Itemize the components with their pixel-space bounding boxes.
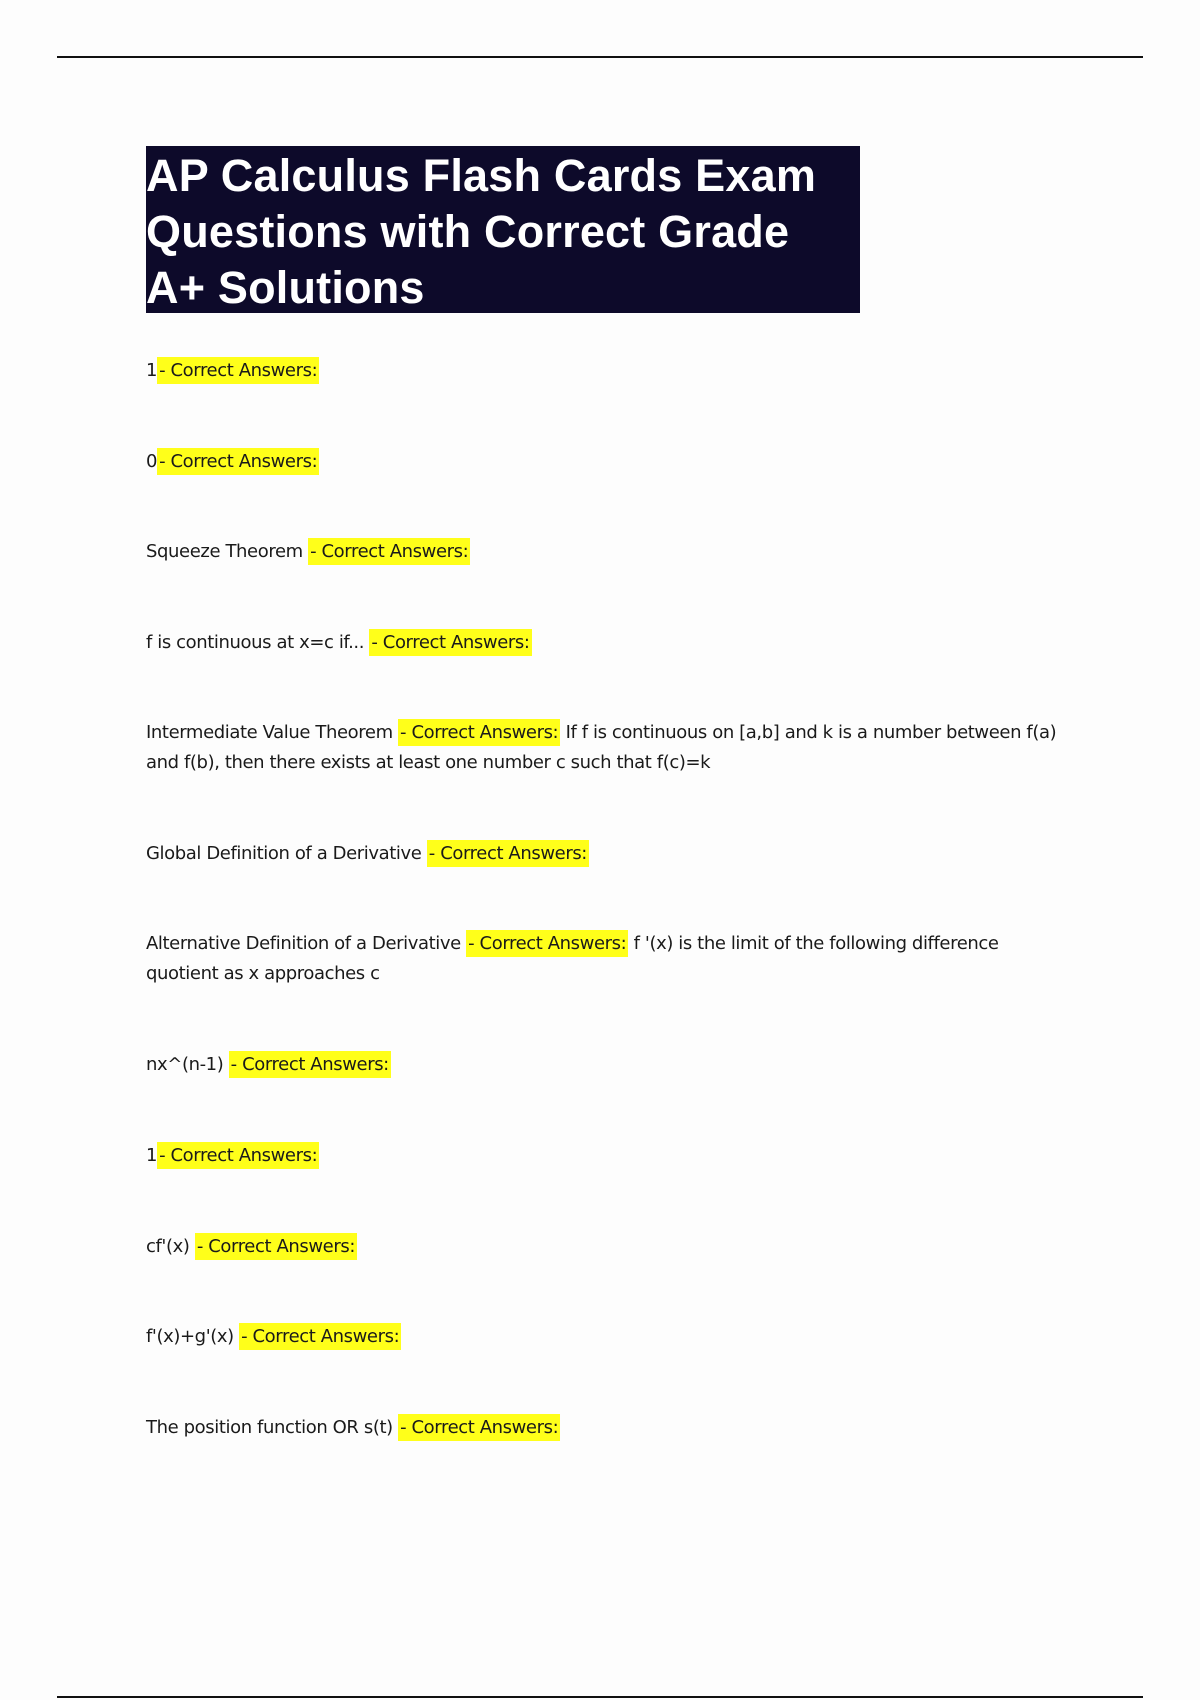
flashcard-answer: If f is continuous on [a,b] and k is a number between f(a) and f(b), then there exists at least one number c such that f(c)=k bbox=[146, 722, 1057, 773]
correct-answers-marker: - Correct Answers: bbox=[239, 1323, 401, 1350]
flashcard-term: The position function OR s(t) bbox=[146, 1417, 393, 1438]
correct-answers-marker: - Correct Answers: bbox=[157, 448, 319, 475]
flashcard-entry bbox=[146, 628, 1076, 658]
correct-answers-marker: - Correct Answers: bbox=[308, 538, 470, 565]
flashcard-term: 0 bbox=[146, 451, 158, 472]
flashcard-entry bbox=[146, 1141, 1076, 1171]
correct-answers-marker: - Correct Answers: bbox=[427, 840, 589, 867]
flashcard-term: Global Definition of a Derivative bbox=[146, 843, 422, 864]
flashcard-term: f is continuous at x=c if... bbox=[146, 632, 365, 653]
correct-answers-marker: - Correct Answers: bbox=[369, 629, 531, 656]
flashcard-entry bbox=[146, 929, 1076, 989]
document-title-line: AP Calculus Flash Cards Exam bbox=[146, 150, 817, 201]
flashcard-term: 1 bbox=[146, 360, 158, 381]
flashcard-term: Alternative Definition of a Derivative bbox=[146, 933, 461, 954]
flashcard-entry bbox=[146, 1413, 1076, 1443]
flashcard-term: Squeeze Theorem bbox=[146, 541, 303, 562]
document-title-block bbox=[146, 146, 860, 313]
correct-answers-marker: - Correct Answers: bbox=[398, 1414, 560, 1441]
flashcard-entry bbox=[146, 1322, 1076, 1352]
document-title-line: A+ Solutions bbox=[146, 262, 425, 313]
flashcard-term: Intermediate Value Theorem bbox=[146, 722, 393, 743]
correct-answers-marker: - Correct Answers: bbox=[466, 930, 628, 957]
correct-answers-marker: - Correct Answers: bbox=[229, 1051, 391, 1078]
flashcard-entry bbox=[146, 1232, 1076, 1262]
flashcard-entry bbox=[146, 718, 1076, 778]
correct-answers-marker: - Correct Answers: bbox=[157, 1142, 319, 1169]
correct-answers-marker: - Correct Answers: bbox=[398, 719, 560, 746]
flashcard-entry bbox=[146, 537, 1076, 567]
flashcard-entry bbox=[146, 839, 1076, 869]
flashcard-term: f'(x)+g'(x) bbox=[146, 1326, 234, 1347]
flashcard-term: nx^(n-1) bbox=[146, 1054, 224, 1075]
correct-answers-marker: - Correct Answers: bbox=[157, 357, 319, 384]
flashcard-term: cf'(x) bbox=[146, 1236, 190, 1257]
header-rule bbox=[57, 56, 1143, 58]
flashcard-entry bbox=[146, 1050, 1076, 1080]
flashcard-answer: f '(x) is the limit of the following difference quotient as x approaches c bbox=[146, 933, 999, 984]
correct-answers-marker: - Correct Answers: bbox=[195, 1233, 357, 1260]
flashcard-term: 1 bbox=[146, 1145, 158, 1166]
flashcard-entry bbox=[146, 356, 1076, 386]
document-title-line: Questions with Correct Grade bbox=[146, 206, 790, 257]
footer-rule bbox=[57, 1696, 1143, 1698]
flashcard-entry bbox=[146, 447, 1076, 477]
